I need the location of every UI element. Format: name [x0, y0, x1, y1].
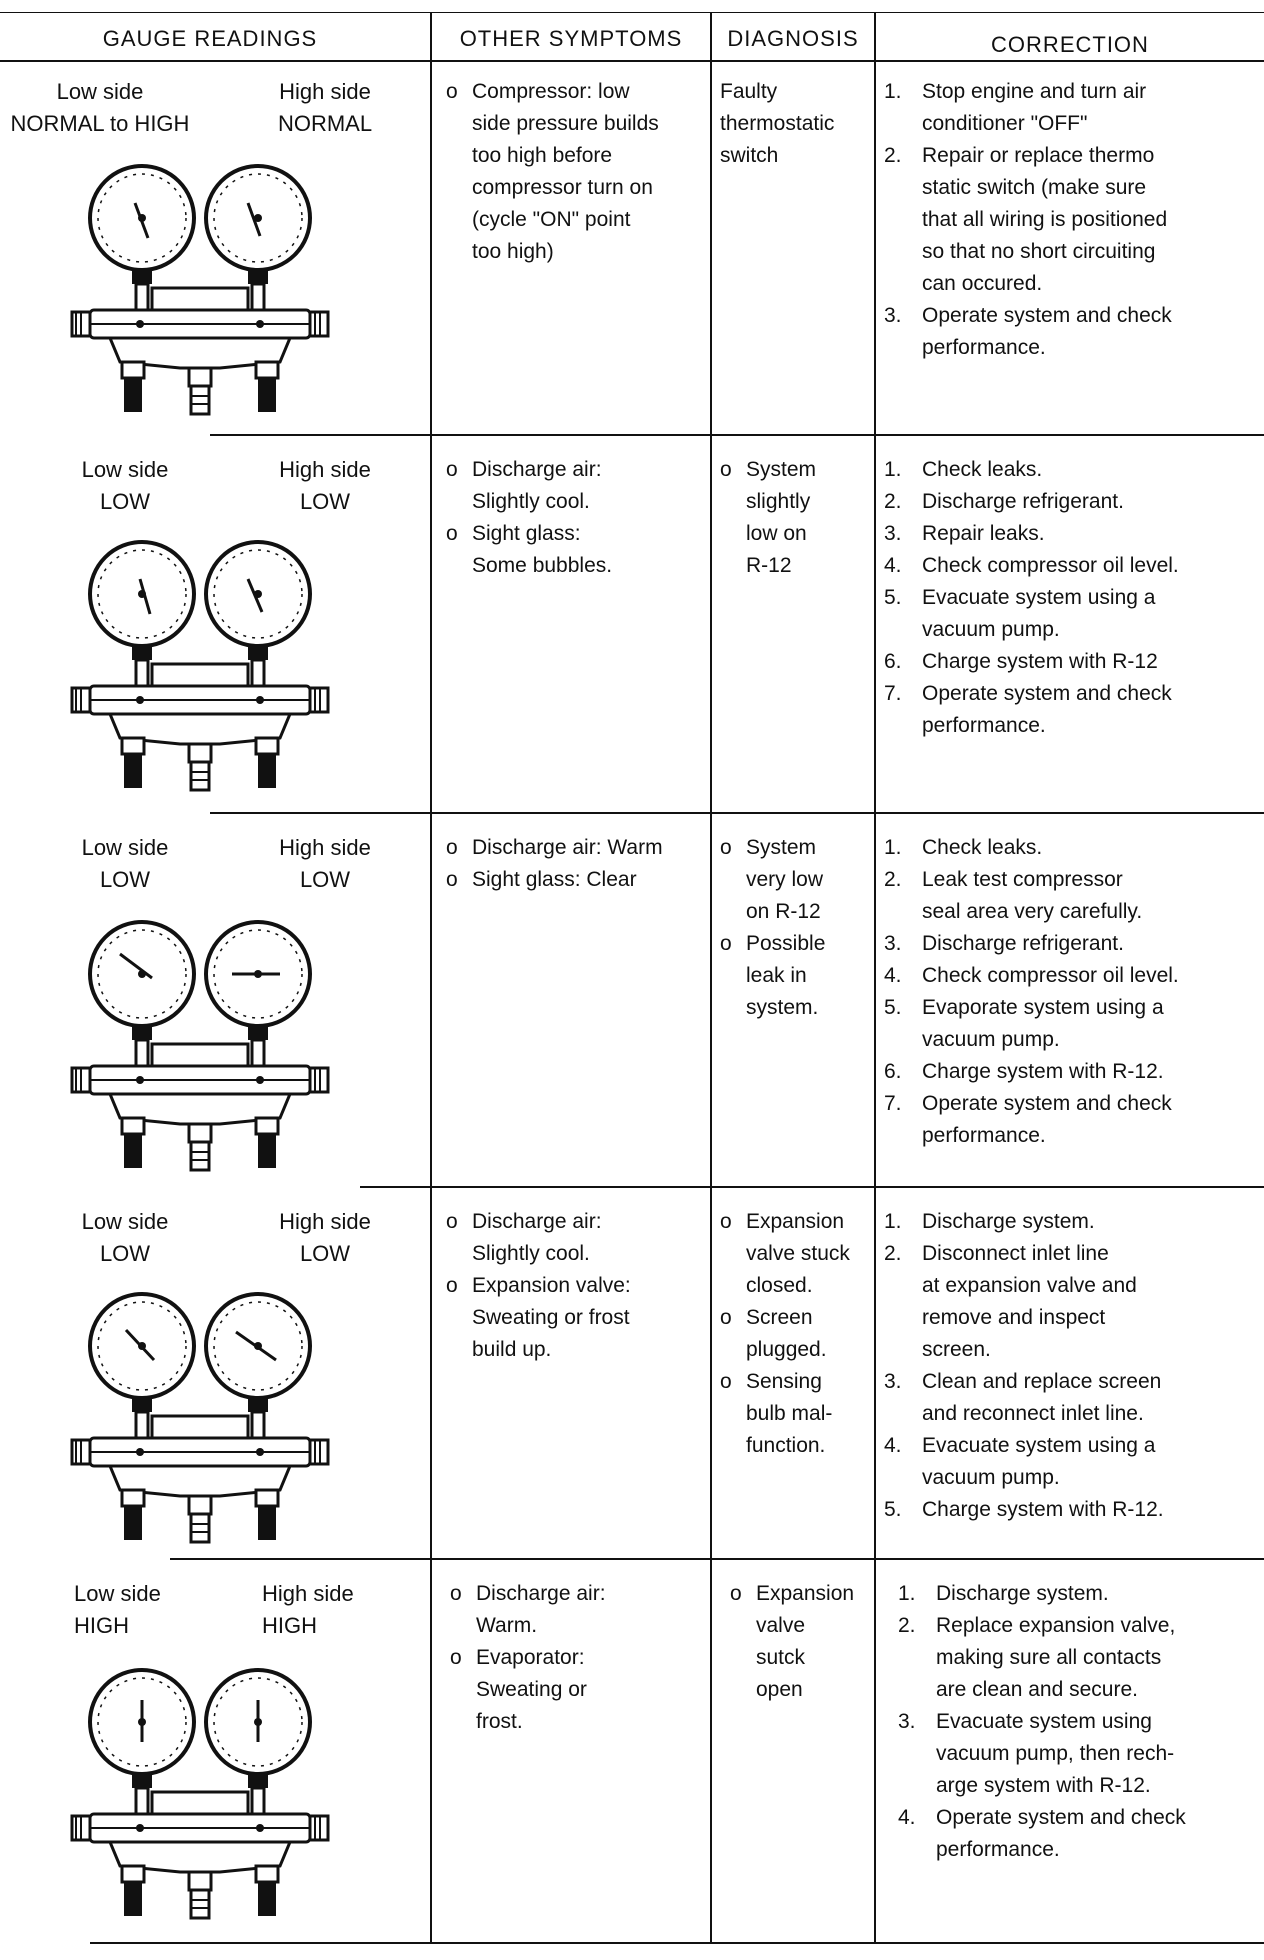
bullet-marker: o [446, 868, 458, 891]
bullet-marker: o [446, 1210, 458, 1233]
correction-text: arge system with R-12. [936, 1774, 1151, 1797]
low-side-value: LOW [99, 867, 151, 892]
step-number: 2. [884, 1242, 902, 1265]
manifold-gauge-set-illustration [70, 534, 340, 794]
high-side-label: High side [279, 79, 371, 104]
correction-text: Evacuate system using [936, 1710, 1152, 1733]
symptoms-cell [446, 454, 708, 582]
correction-step [884, 454, 1260, 486]
diagnosis-text: Sensing [746, 1370, 822, 1393]
diagnosis-item [720, 454, 872, 582]
symptom-text: Sight glass: Clear [472, 868, 637, 891]
step-number: 4. [898, 1806, 916, 1829]
diagnosis-text: sutck [756, 1646, 806, 1669]
row-divider [210, 812, 1264, 814]
header-other-symptoms: OTHER SYMPTOMS [459, 26, 683, 51]
correction-text: Operate system and check [936, 1806, 1186, 1829]
diagnosis-cell [720, 832, 872, 1024]
symptom-text: build up. [472, 1338, 552, 1361]
correction-text: static switch (make sure [922, 176, 1147, 199]
bullet-marker: o [720, 932, 732, 955]
correction-text: Check compressor oil level. [922, 554, 1179, 577]
step-number: 4. [884, 964, 902, 987]
correction-text: vacuum pump. [922, 1466, 1060, 1489]
correction-text: Operate system and check [922, 682, 1172, 705]
correction-step [884, 300, 1260, 364]
diagnosis-item [720, 1366, 872, 1462]
high-side-value: LOW [299, 867, 351, 892]
step-number: 1. [884, 836, 902, 859]
step-number: 6. [884, 1060, 902, 1083]
diagnosis-item [730, 1578, 872, 1706]
correction-step [884, 1206, 1260, 1238]
diagnosis-cell [730, 1578, 872, 1706]
correction-text: Evaporate system using a [922, 996, 1164, 1019]
bullet-marker: o [450, 1646, 462, 1669]
diagnosis-text: on R-12 [746, 900, 821, 923]
diagnosis-item [720, 928, 872, 1024]
correction-step [884, 960, 1260, 992]
symptom-text: Compressor: low [472, 80, 630, 103]
correction-step [884, 992, 1260, 1056]
diagnosis-cell [720, 76, 872, 172]
step-number: 4. [884, 554, 902, 577]
correction-step [884, 1088, 1260, 1152]
correction-step [898, 1802, 1260, 1866]
manifold-gauge-set-illustration [70, 1286, 340, 1546]
symptoms-cell [446, 1206, 708, 1366]
correction-step [884, 518, 1260, 550]
diagnosis-text: slightly [746, 490, 811, 513]
correction-text: are clean and secure. [936, 1678, 1138, 1701]
diagnosis-cell [720, 1206, 872, 1462]
correction-step [884, 832, 1260, 864]
diagnosis-item [720, 1206, 872, 1302]
symptom-text: Slightly cool. [472, 490, 590, 513]
correction-text: vacuum pump, then rech- [936, 1742, 1175, 1765]
correction-text: so that no short circuiting [922, 240, 1156, 263]
high-side-label: High side [279, 457, 371, 482]
correction-text: Evacuate system using a [922, 586, 1156, 609]
correction-text: Leak test compressor [922, 868, 1123, 891]
bullet-marker: o [720, 1210, 732, 1233]
step-number: 1. [884, 458, 902, 481]
high-side-label: High side [262, 1581, 354, 1606]
high-side-value: LOW [299, 1241, 351, 1266]
high-side-value: LOW [299, 489, 351, 514]
correction-text: vacuum pump. [922, 618, 1060, 641]
symptom-item [446, 454, 708, 518]
column-rule [874, 12, 876, 1942]
step-number: 2. [884, 144, 902, 167]
correction-text: seal area very carefully. [922, 900, 1143, 923]
high-side-value: HIGH [262, 1613, 317, 1638]
step-number: 6. [884, 650, 902, 673]
symptom-text: too high before [472, 144, 613, 167]
correction-step [884, 928, 1260, 960]
correction-text: Evacuate system using a [922, 1434, 1156, 1457]
correction-text: Check compressor oil level. [922, 964, 1179, 987]
diagnosis-text: R-12 [746, 554, 792, 577]
correction-text: Repair leaks. [922, 522, 1045, 545]
correction-text: performance. [922, 336, 1046, 359]
table-bottom-rule [90, 1942, 1264, 1944]
correction-text: screen. [922, 1338, 991, 1361]
symptom-text: side pressure builds [472, 112, 659, 135]
symptom-text: Discharge air: [472, 1210, 602, 1233]
symptom-item [446, 1206, 708, 1270]
step-number: 2. [884, 490, 902, 513]
correction-text: Charge system with R-12. [922, 1498, 1164, 1521]
bullet-marker: o [446, 458, 458, 481]
step-number: 3. [898, 1710, 916, 1733]
diagnosis-text: Expansion [756, 1582, 855, 1605]
diagnosis-text: system. [746, 996, 819, 1019]
symptom-text: Warm. [476, 1614, 538, 1637]
low-side-value: HIGH [74, 1613, 129, 1638]
correction-text: that all wiring is positioned [922, 208, 1168, 231]
symptom-text: Evaporator: [476, 1646, 585, 1669]
diagnosis-text: Expansion [746, 1210, 845, 1233]
correction-text: Check leaks. [922, 458, 1043, 481]
symptom-text: Some bubbles. [472, 554, 613, 577]
step-number: 5. [884, 586, 902, 609]
diagnosis-text: plugged. [746, 1338, 827, 1361]
low-side-label: Low side [74, 1581, 161, 1606]
row-divider [210, 434, 1264, 436]
step-number: 3. [884, 932, 902, 955]
diagnosis-text: function. [746, 1434, 826, 1457]
step-number: 3. [884, 1370, 902, 1393]
diagnosis-text: System [746, 458, 817, 481]
manifold-gauge-set-illustration [70, 1662, 340, 1922]
diagnosis-text: thermostatic [720, 112, 835, 135]
header-diagnosis: DIAGNOSIS [727, 26, 859, 51]
symptom-item [446, 1270, 708, 1366]
correction-step [884, 678, 1260, 742]
row-divider [360, 1186, 1264, 1188]
bullet-marker: o [446, 80, 458, 103]
bullet-marker: o [450, 1582, 462, 1605]
symptom-item [446, 832, 708, 864]
correction-step [884, 550, 1260, 582]
bullet-marker: o [730, 1582, 742, 1605]
diagnosis-text: switch [720, 144, 779, 167]
correction-cell [884, 832, 1260, 1152]
bullet-marker: o [720, 1370, 732, 1393]
correction-step [898, 1578, 1260, 1610]
diagnosis-text: Screen [746, 1306, 813, 1329]
low-side-label: Low side [81, 457, 169, 482]
symptom-text: Slightly cool. [472, 1242, 590, 1265]
diagnosis-text: Faulty [720, 80, 778, 103]
table-top-rule [0, 12, 1264, 13]
diagnosis-text: low on [746, 522, 807, 545]
symptom-text: Discharge air: Warm [472, 836, 663, 859]
step-number: 1. [884, 1210, 902, 1233]
correction-text: performance. [922, 1124, 1046, 1147]
correction-text: Check leaks. [922, 836, 1043, 859]
step-number: 5. [884, 1498, 902, 1521]
symptom-text: too high) [472, 240, 554, 263]
correction-text: Replace expansion valve, [936, 1614, 1176, 1637]
diagnosis-item [720, 1302, 872, 1366]
step-number: 1. [884, 80, 902, 103]
bullet-marker: o [446, 1274, 458, 1297]
correction-text: Charge system with R-12 [922, 650, 1158, 673]
correction-step [884, 1238, 1260, 1366]
low-side-value: LOW [99, 1241, 151, 1266]
symptom-text: Expansion valve: [472, 1274, 631, 1297]
symptoms-cell [446, 832, 708, 896]
step-number: 3. [884, 304, 902, 327]
correction-text: Discharge system. [922, 1210, 1095, 1233]
symptom-text: Sight glass: [472, 522, 581, 545]
correction-step [884, 1430, 1260, 1494]
symptom-item [450, 1642, 708, 1738]
high-side-label: High side [279, 835, 371, 860]
correction-step [884, 76, 1260, 140]
column-rule [710, 12, 712, 1942]
low-side-value: NORMAL to HIGH [10, 111, 190, 136]
correction-step [884, 646, 1260, 678]
diagnosis-text: closed. [746, 1274, 813, 1297]
correction-text: Clean and replace screen [922, 1370, 1162, 1393]
correction-text: at expansion valve and [922, 1274, 1137, 1297]
correction-step [884, 582, 1260, 646]
diagnosis-text: valve stuck [746, 1242, 850, 1265]
diagnosis-text: valve [756, 1614, 806, 1637]
step-number: 2. [898, 1614, 916, 1637]
correction-step [898, 1706, 1260, 1802]
symptom-text: Discharge air: [472, 458, 602, 481]
header-correction: CORRECTION [991, 32, 1149, 57]
high-side-label: High side [279, 1209, 371, 1234]
correction-text: Stop engine and turn air [922, 80, 1147, 103]
correction-text: can occured. [922, 272, 1043, 295]
step-number: 5. [884, 996, 902, 1019]
symptom-item [446, 518, 708, 582]
symptom-item [446, 76, 708, 268]
diagnosis-text: leak in [746, 964, 807, 987]
correction-step [884, 1494, 1260, 1526]
correction-text: performance. [922, 714, 1046, 737]
correction-cell [884, 76, 1260, 364]
correction-step [884, 1056, 1260, 1088]
correction-text: conditioner "OFF" [922, 112, 1088, 135]
correction-step [898, 1610, 1260, 1706]
correction-text: Discharge system. [936, 1582, 1109, 1605]
correction-text: and reconnect inlet line. [922, 1402, 1144, 1425]
correction-text: performance. [936, 1838, 1060, 1861]
row-divider [170, 1558, 1264, 1560]
step-number: 7. [884, 682, 902, 705]
correction-text: Operate system and check [922, 1092, 1172, 1115]
symptoms-cell [446, 76, 708, 268]
header-rule [0, 60, 1264, 62]
symptom-text: Sweating or [476, 1678, 587, 1701]
bullet-marker: o [720, 458, 732, 481]
manifold-gauge-set-illustration [70, 158, 340, 418]
symptoms-cell [450, 1578, 708, 1738]
manifold-gauge-set-illustration [70, 914, 340, 1174]
correction-text: remove and inspect [922, 1306, 1106, 1329]
low-side-label: Low side [56, 79, 144, 104]
correction-cell [884, 454, 1260, 742]
symptom-item [450, 1578, 708, 1642]
correction-text: Discharge refrigerant. [922, 490, 1124, 513]
diagnosis-text: very low [746, 868, 824, 891]
step-number: 1. [898, 1582, 916, 1605]
correction-step [884, 140, 1260, 300]
symptom-text: Discharge air: [476, 1582, 606, 1605]
correction-text: Disconnect inlet line [922, 1242, 1109, 1265]
high-side-value: NORMAL [277, 111, 373, 136]
step-number: 2. [884, 868, 902, 891]
correction-text: Repair or replace thermo [922, 144, 1155, 167]
correction-text: Operate system and check [922, 304, 1172, 327]
low-side-label: Low side [81, 1209, 169, 1234]
diagnosis-text: Possible [746, 932, 826, 955]
bullet-marker: o [720, 1306, 732, 1329]
correction-text: Charge system with R-12. [922, 1060, 1164, 1083]
diagnosis-text: open [756, 1678, 803, 1701]
step-number: 7. [884, 1092, 902, 1115]
correction-cell [884, 1206, 1260, 1526]
diagnosis-item [720, 76, 872, 172]
diagnosis-cell [720, 454, 872, 582]
correction-step [884, 486, 1260, 518]
symptom-text: (cycle "ON" point [472, 208, 631, 231]
diagnosis-item [720, 832, 872, 928]
low-side-value: LOW [99, 489, 151, 514]
correction-text: making sure all contacts [936, 1646, 1162, 1669]
header-gauge-readings: GAUGE READINGS [102, 26, 318, 51]
bullet-marker: o [720, 836, 732, 859]
symptom-text: compressor turn on [472, 176, 653, 199]
step-number: 3. [884, 522, 902, 545]
correction-cell [898, 1578, 1260, 1866]
diagnosis-text: System [746, 836, 817, 859]
symptom-item [446, 864, 708, 896]
symptom-text: frost. [476, 1710, 523, 1733]
diagnosis-text: bulb mal- [746, 1402, 833, 1425]
column-rule [430, 12, 432, 1942]
bullet-marker: o [446, 836, 458, 859]
step-number: 4. [884, 1434, 902, 1457]
correction-step [884, 1366, 1260, 1430]
correction-text: Discharge refrigerant. [922, 932, 1124, 955]
low-side-label: Low side [81, 835, 169, 860]
correction-step [884, 864, 1260, 928]
bullet-marker: o [446, 522, 458, 545]
symptom-text: Sweating or frost [472, 1306, 630, 1329]
correction-text: vacuum pump. [922, 1028, 1060, 1051]
